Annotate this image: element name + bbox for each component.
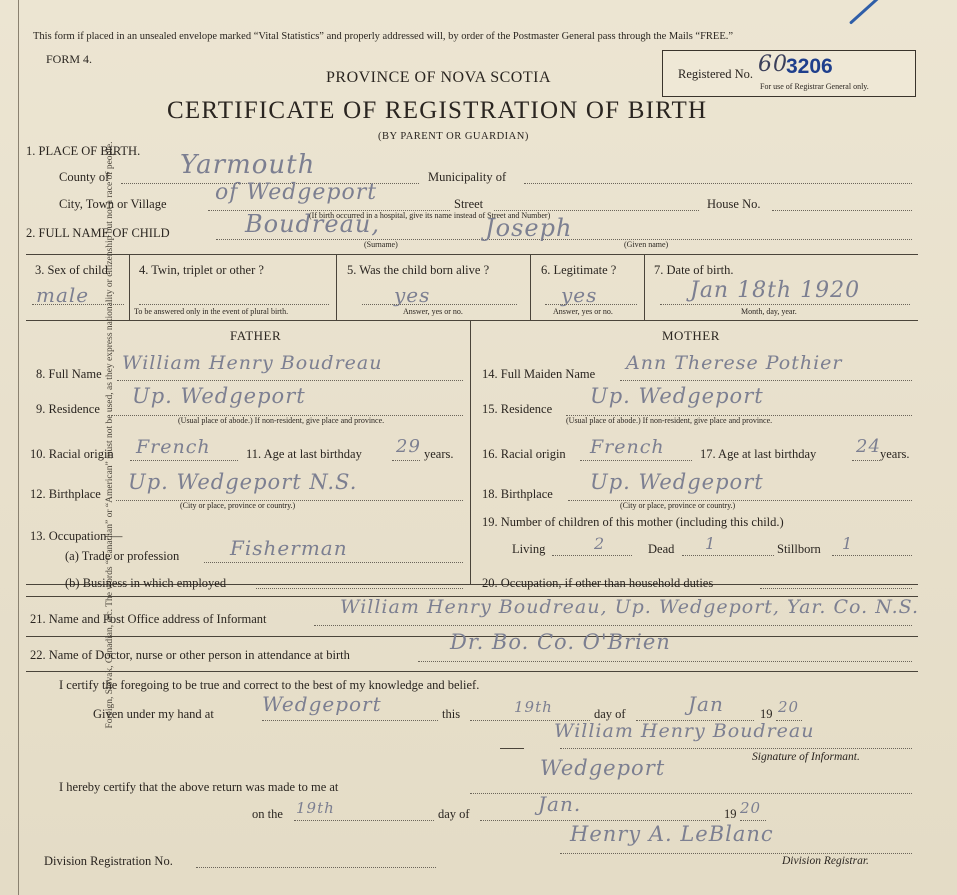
father-birthplace-note: (City or place, province or country.) bbox=[180, 501, 296, 510]
mother-heading: MOTHER bbox=[662, 328, 720, 343]
registered-no-label: Registered No. bbox=[678, 67, 753, 81]
father-business-label: (b) Business in which employed bbox=[65, 576, 227, 590]
house-no-label: House No. bbox=[707, 197, 761, 211]
living-label: Living bbox=[512, 542, 546, 556]
father-trade-value: Fisherman bbox=[230, 536, 348, 560]
stillborn-label: Stillborn bbox=[777, 542, 821, 556]
surname-caption: (Surname) bbox=[364, 240, 398, 249]
city-value: of Wedgeport bbox=[215, 180, 378, 205]
given-place-value: Wedgeport bbox=[262, 692, 382, 716]
given-month-value: Jan bbox=[688, 692, 724, 716]
twin-note: To be answered only in the event of plural birth. bbox=[134, 307, 289, 316]
legitimate-label: 6. Legitimate ? bbox=[541, 263, 617, 277]
given-year-prefix: 19 bbox=[760, 707, 773, 721]
doctor-label: 22. Name of Doctor, nurse or other person in attendance at birth bbox=[30, 648, 350, 662]
father-name-label: 8. Full Name bbox=[36, 367, 102, 381]
registrar-general-note: For use of Registrar General only. bbox=[760, 82, 869, 91]
registrar-year-value: 20 bbox=[740, 799, 762, 817]
province-heading: PROVINCE OF NOVA SCOTIA bbox=[326, 69, 552, 86]
mother-name-label: 14. Full Maiden Name bbox=[482, 367, 596, 381]
informant-label: 21. Name and Post Office address of Informant bbox=[30, 612, 267, 626]
children-count-label: 19. Number of children of this mother (including this child.) bbox=[482, 515, 784, 529]
mother-age-value: 24 bbox=[856, 436, 881, 457]
born-alive-label: 5. Was the child born alive ? bbox=[347, 263, 490, 277]
given-day-value: 19th bbox=[514, 698, 553, 716]
father-occupation-label: 13. Occupation:— bbox=[30, 529, 123, 543]
sex-value: male bbox=[36, 283, 90, 307]
on-the-label: on the bbox=[252, 807, 283, 821]
born-alive-note: Answer, yes or no. bbox=[403, 307, 463, 316]
given-year-value: 20 bbox=[778, 698, 800, 716]
this-label: this bbox=[442, 707, 461, 721]
county-label: County of bbox=[59, 170, 110, 184]
blue-pen-stroke bbox=[849, 0, 910, 25]
father-name-value: William Henry Boudreau bbox=[122, 352, 383, 374]
mother-age-label: 17. Age at last birthday bbox=[700, 447, 817, 461]
division-registration-label: Division Registration No. bbox=[44, 854, 173, 868]
mother-birthplace-label: 18. Birthplace bbox=[482, 487, 553, 501]
street-label: Street bbox=[454, 197, 484, 211]
child-surname: Boudreau, bbox=[245, 210, 380, 238]
father-residence-note: (Usual place of abode.) If non-resident, give place and province. bbox=[178, 416, 385, 425]
father-racial-origin-label: 10. Racial origin bbox=[30, 447, 114, 461]
father-age-value: 29 bbox=[396, 436, 421, 457]
child-given-name: Joseph bbox=[485, 214, 573, 242]
certificate-title: CERTIFICATE OF REGISTRATION OF BIRTH bbox=[167, 97, 708, 124]
registered-no-stamped: 3206 bbox=[786, 55, 833, 78]
mother-occupation-label: 20. Occupation, if other than household duties bbox=[482, 576, 714, 590]
informant-value: William Henry Boudreau, Up. Wedgeport, Yar. Co. N.S. bbox=[340, 596, 920, 618]
father-racial-origin-value: French bbox=[136, 436, 211, 458]
dob-value: Jan 18th 1920 bbox=[690, 278, 861, 303]
municipality-label: Municipality of bbox=[428, 170, 507, 184]
mother-age-unit: years. bbox=[880, 447, 910, 461]
mother-racial-origin-value: French bbox=[590, 436, 665, 458]
division-registrar-caption: Division Registrar. bbox=[782, 855, 869, 867]
born-alive-value: yes bbox=[394, 283, 431, 307]
father-birthplace-label: 12. Birthplace bbox=[30, 487, 101, 501]
dead-value: 1 bbox=[705, 534, 717, 553]
given-under-label: Given under my hand at bbox=[93, 707, 214, 721]
side-note: Foreign, Slovak, Canadian, etc. The words “Canadian” or “American” must not be used, as they express nationality or citizenship but not a race of people. bbox=[105, 141, 115, 729]
mother-residence-note: (Usual place of abode.) If non-resident, give place and province. bbox=[566, 416, 773, 425]
place-of-birth-label: 1. PLACE OF BIRTH. bbox=[26, 144, 141, 158]
twin-label: 4. Twin, triplet or other ? bbox=[139, 263, 264, 277]
legitimate-note: Answer, yes or no. bbox=[553, 307, 613, 316]
father-age-unit: years. bbox=[424, 447, 454, 461]
child-name-label: 2. FULL NAME OF CHILD bbox=[26, 226, 170, 240]
hospital-note: (If birth occurred in a hospital, give its name instead of Street and Number) bbox=[309, 211, 551, 220]
dob-note: Month, day, year. bbox=[741, 307, 797, 316]
signature-caption: Signature of Informant. bbox=[752, 751, 860, 763]
registrar-place-value: Wedgeport bbox=[540, 756, 666, 780]
mother-racial-origin-label: 16. Racial origin bbox=[482, 447, 566, 461]
form-number: FORM 4. bbox=[46, 52, 93, 66]
father-residence-label: 9. Residence bbox=[36, 402, 100, 416]
mother-name-value: Ann Therese Pothier bbox=[626, 352, 843, 374]
dead-label: Dead bbox=[648, 542, 675, 556]
legitimate-value: yes bbox=[561, 283, 598, 307]
given-day-of-label: day of bbox=[594, 707, 626, 721]
registrar-day-value: 19th bbox=[296, 799, 335, 817]
father-birthplace-value: Up. Wedgeport N.S. bbox=[128, 470, 358, 494]
dob-label: 7. Date of birth. bbox=[654, 263, 734, 277]
father-age-label: 11. Age at last birthday bbox=[246, 447, 362, 461]
doctor-value: Dr. Bo. Co. O'Brien bbox=[450, 630, 671, 654]
certificate-subtitle: (BY PARENT OR GUARDIAN) bbox=[378, 131, 529, 142]
mother-birthplace-note: (City or place, province or country.) bbox=[620, 501, 736, 510]
registrar-month-value: Jan. bbox=[538, 792, 582, 816]
living-value: 2 bbox=[594, 534, 606, 553]
certify-statement: I certify the foregoing to be true and correct to the best of my knowledge and belief. bbox=[59, 678, 480, 692]
registered-no-handwritten: 60 bbox=[758, 52, 788, 77]
registrar-statement: I hereby certify that the above return was made to me at bbox=[59, 780, 339, 794]
registrar-day-of-label: day of bbox=[438, 807, 470, 821]
father-heading: FATHER bbox=[230, 328, 282, 343]
sex-label: 3. Sex of child. bbox=[35, 263, 112, 277]
county-value: Yarmouth bbox=[180, 150, 316, 180]
registrar-year-prefix: 19 bbox=[724, 807, 737, 821]
stillborn-value: 1 bbox=[842, 534, 854, 553]
informant-signature: William Henry Boudreau bbox=[554, 720, 815, 742]
father-residence-value: Up. Wedgeport bbox=[132, 384, 306, 408]
mother-residence-label: 15. Residence bbox=[482, 402, 553, 416]
mail-notice: This form if placed in an unsealed envelope marked “Vital Statistics” and properly addressed will, by order of the Postmaster General pass through the Mails “FREE.” bbox=[33, 31, 734, 42]
city-label: City, Town or Village bbox=[59, 197, 167, 211]
given-name-caption: (Given name) bbox=[624, 240, 669, 249]
left-margin-rule bbox=[18, 0, 19, 895]
father-trade-label: (a) Trade or profession bbox=[65, 549, 180, 563]
mother-residence-value: Up. Wedgeport bbox=[590, 384, 764, 408]
registrar-signature: Henry A. LeBlanc bbox=[570, 822, 774, 846]
mother-birthplace-value: Up. Wedgeport bbox=[590, 470, 764, 494]
